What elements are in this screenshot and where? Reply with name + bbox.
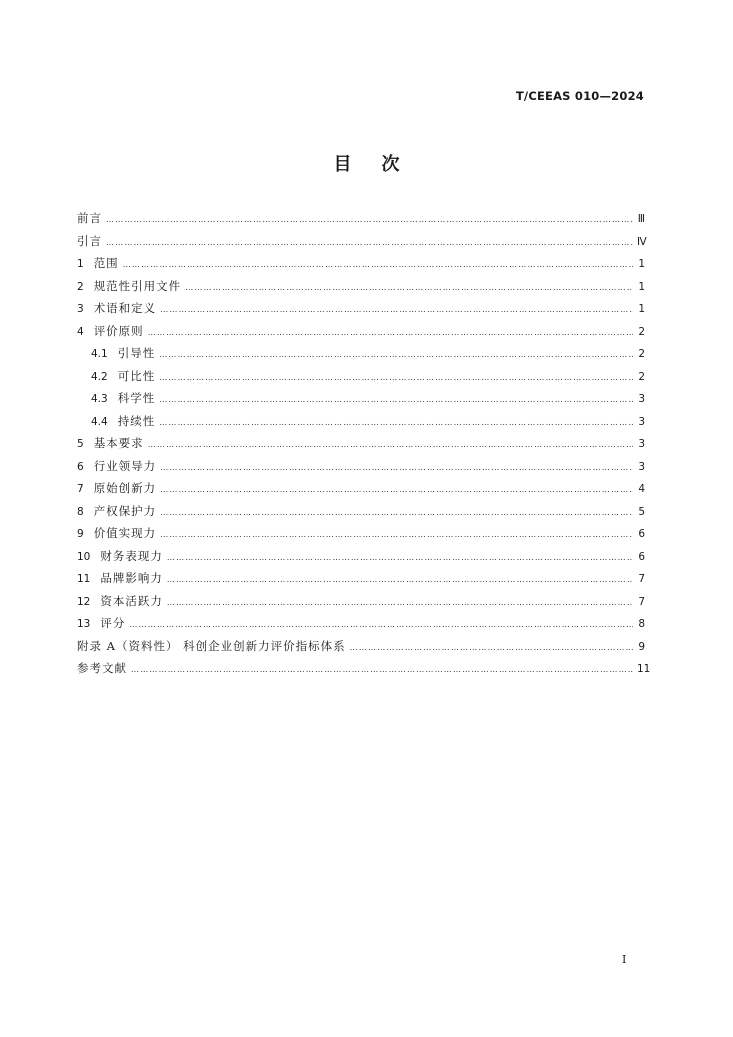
toc-dot-leader [160, 299, 633, 322]
toc-dot-leader [148, 434, 633, 457]
toc-dot-leader [106, 209, 633, 232]
toc-entry-page: 1 [638, 280, 645, 293]
toc-entry[interactable] [77, 545, 645, 568]
toc-entry-number: 4.1 [91, 348, 108, 360]
toc-entry-label: 前言 [77, 211, 102, 225]
toc-entry-label: 可比性 [117, 368, 156, 383]
toc-entry-number: 4.3 [91, 393, 108, 405]
table-of-contents [77, 207, 651, 680]
toc-entry-number: 13 [77, 618, 91, 630]
toc-entry-label: 持续性 [117, 413, 156, 428]
toc-entry-label: 产权保护力 [93, 503, 157, 518]
toc-entry-label: 引导性 [117, 346, 156, 360]
toc-entry[interactable] [77, 657, 651, 680]
toc-entry[interactable] [77, 590, 645, 613]
toc-entry-page: 6 [638, 550, 645, 563]
toc-entry[interactable] [77, 635, 645, 658]
toc-dot-leader [159, 344, 633, 367]
toc-entry-label: 参考文献 [77, 661, 127, 675]
toc-entry[interactable] [77, 230, 645, 253]
toc-entry-number: 3 [77, 303, 84, 315]
toc-entry-number: 1 [77, 258, 84, 270]
toc-entry-label: 术语和定义 [93, 301, 157, 315]
page-number: I [622, 953, 627, 966]
toc-entry[interactable] [77, 365, 645, 388]
toc-entry-page: 2 [638, 325, 645, 338]
toc-entry-page: Ⅳ [637, 235, 647, 248]
toc-dot-leader [160, 457, 633, 480]
toc-entry-label: 价值实现力 [93, 526, 157, 540]
toc-entry[interactable] [77, 567, 645, 590]
toc-entry-label: 原始创新力 [93, 481, 157, 495]
toc-entry-number: 9 [77, 528, 84, 540]
toc-entry-number: 6 [77, 460, 84, 473]
toc-entry-page: 3 [638, 393, 645, 405]
toc-dot-leader [167, 569, 633, 592]
toc-dot-leader [159, 412, 633, 435]
toc-entry[interactable] [77, 275, 645, 298]
toc-entry-label: 基本要求 [93, 436, 144, 450]
toc-entry-label: 规范性引用文件 [93, 278, 182, 293]
toc-entry-label: 引言 [77, 233, 102, 248]
toc-dot-leader [159, 389, 633, 412]
toc-entry-label: 科学性 [117, 391, 156, 405]
document-id: T/CEEAS 010—2024 [515, 89, 644, 103]
toc-entry-page: 6 [638, 528, 645, 540]
toc-entry-page: 7 [638, 573, 645, 585]
toc-entry-label: 范围 [93, 256, 119, 270]
toc-dot-leader [129, 614, 633, 637]
toc-dot-leader [167, 592, 633, 615]
toc-dot-leader [185, 277, 633, 300]
toc-entry[interactable] [77, 455, 645, 478]
toc-entry-page: 11 [637, 663, 651, 675]
toc-dot-leader [350, 637, 633, 660]
toc-entry[interactable] [77, 297, 645, 320]
toc-entry-number: 11 [77, 573, 91, 585]
toc-entry-page: 3 [638, 460, 645, 473]
toc-entry-page: 3 [638, 438, 645, 450]
toc-dot-leader [160, 502, 633, 525]
toc-entry-page: 1 [638, 258, 645, 270]
toc-entry-page: 9 [638, 640, 645, 653]
toc-dot-leader [160, 479, 633, 502]
toc-dot-leader [159, 367, 633, 390]
toc-entry-number: 4 [77, 325, 84, 338]
toc-entry-number: 7 [77, 483, 84, 495]
toc-entry-label: 财务表现力 [100, 548, 163, 563]
toc-entry-label: 行业领导力 [93, 458, 157, 473]
toc-entry[interactable] [77, 320, 645, 343]
toc-entry-page: 1 [638, 303, 645, 315]
toc-dot-leader [131, 659, 633, 682]
toc-entry-number: 4.2 [91, 370, 108, 383]
toc-entry[interactable] [77, 207, 645, 230]
toc-entry-page: Ⅲ [637, 213, 645, 225]
toc-entry-label: 品牌影响力 [100, 571, 163, 585]
toc-entry-number: 10 [77, 550, 91, 563]
toc-entry-page: 5 [638, 505, 645, 518]
toc-entry[interactable] [77, 387, 645, 410]
toc-entry[interactable] [77, 612, 645, 635]
toc-dot-leader [106, 232, 633, 255]
toc-entry-label: 评价原则 [93, 323, 144, 338]
page-title: 目次 [333, 154, 430, 175]
toc-entry[interactable] [77, 432, 645, 455]
toc-entry[interactable] [77, 522, 645, 545]
toc-entry-page: 2 [638, 348, 645, 360]
toc-entry-label: 评分 [100, 616, 126, 630]
toc-entry-label: 附录 A（资料性） 科创企业创新力评价指标体系 [77, 638, 346, 653]
toc-entry-page: 4 [638, 483, 645, 495]
toc-entry-label: 资本活跃力 [100, 593, 163, 608]
toc-entry-number: 4.4 [91, 415, 108, 428]
toc-entry-number: 5 [77, 438, 84, 450]
toc-entry-page: 3 [638, 415, 645, 428]
toc-entry[interactable] [77, 342, 645, 365]
toc-entry[interactable] [77, 410, 645, 433]
toc-entry[interactable] [77, 252, 645, 275]
toc-entry-number: 12 [77, 595, 91, 608]
toc-entry-page: 7 [638, 595, 645, 608]
toc-entry-number: 8 [77, 505, 84, 518]
toc-dot-leader [160, 524, 633, 547]
toc-dot-leader [167, 547, 633, 570]
toc-entry-number: 2 [77, 280, 84, 293]
toc-entry-page: 8 [638, 618, 645, 630]
toc-entry-page: 2 [638, 370, 645, 383]
toc-dot-leader [148, 322, 633, 345]
toc-entry[interactable] [77, 477, 645, 500]
toc-dot-leader [123, 254, 633, 277]
toc-entry[interactable] [77, 500, 645, 523]
